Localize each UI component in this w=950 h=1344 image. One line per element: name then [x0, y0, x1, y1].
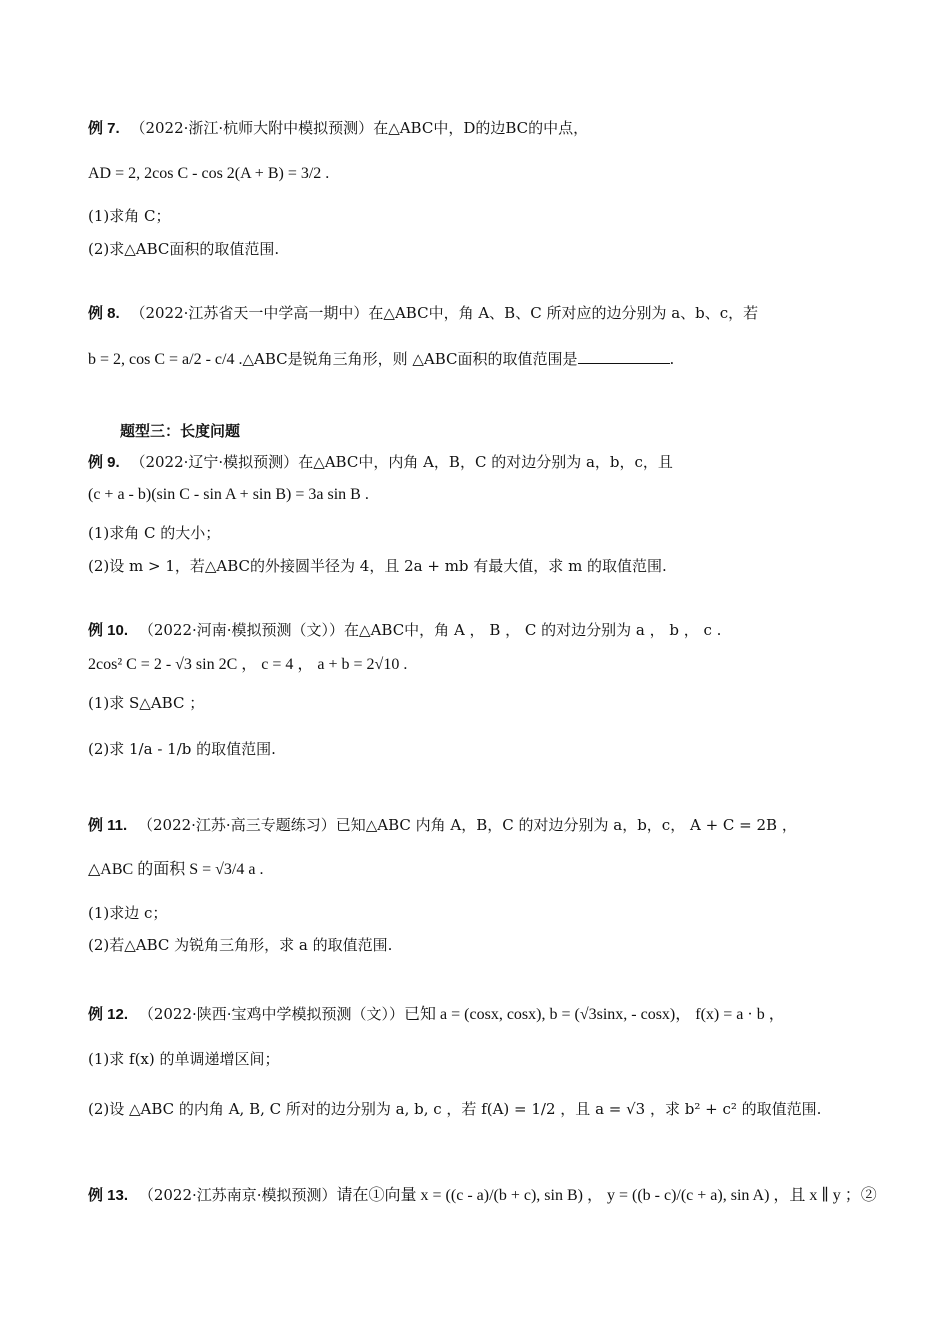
example-label: 例 12: [88, 1006, 124, 1023]
example-source: （2022·浙江·杭师大附中模拟预测）: [130, 119, 374, 137]
example-source: （2022·辽宁·模拟预测）: [130, 453, 299, 471]
example-12-question-1: (1)求 f(x) 的单调递增区间；: [88, 1050, 280, 1068]
example-11-condition: [88, 858, 263, 881]
example-label: 例 10: [88, 622, 124, 639]
example-11-question-1: (1)求边 c；: [88, 904, 168, 922]
example-label: 例 11: [88, 817, 124, 834]
condition-text: 2cos² C = 2 - √3 sin 2C ， c = 4 ， a + b = 2√10 .: [88, 656, 408, 673]
example-8-condition: b = 2, cos C = a/2 - c/4 .△ABC是锐角三角形，则 △ABC面积的取值范围是 .: [88, 350, 675, 368]
condition-text: △ABC 的面积 S = √3/4 a .: [88, 861, 264, 878]
condition-text: AD = 2, 2cos C - cos 2(A + B) = 3/2 .: [88, 165, 330, 182]
example-10-question-2: (2)求 1/a - 1/b 的取值范围.: [88, 740, 276, 758]
example-7-question-1: (1)求角 C；: [88, 207, 171, 225]
example-10-question-1: (1)求 S△ABC ；: [88, 694, 205, 712]
example-source: （2022·陕西·宝鸡中学模拟预测（文））: [138, 1005, 405, 1023]
answer-blank: [578, 349, 670, 364]
condition-text: b = 2, cos C = a/2 - c/4 .: [88, 351, 243, 368]
example-stem: 已知△ABC 内角 A，B，C 的对边分别为 a，b，c， A + C = 2B ，: [335, 816, 797, 834]
example-8-header: 例 8. （2022·江苏省天一中学高一期中）在△ABC中，角 A、B、C 所对应的边分别为 a、b、c，若: [88, 304, 759, 322]
example-13-header: 例 13. （2022·江苏南京·模拟预测）请在①向量 x = ((c - a)/(b + c), sin B) ， y = ((b - c)/(c + a), sin A) ，且 x ∥ y ；②: [88, 1186, 877, 1204]
example-12-header: 例 12. （2022·陕西·宝鸡中学模拟预测（文））已知 a = (cosx, cosx), b = (√3sinx, - cosx)， f(x) = a · b ，: [88, 1005, 785, 1023]
example-12-question-2: (2)设 △ABC 的内角 A, B, C 所对的边分别为 a, b, c ，若 f(A) = 1/2 ，且 a = √3 ，求 b² + c² 的取值范围.: [88, 1100, 822, 1118]
example-stem: 在△ABC中，角 A、B、C 所对应的边分别为 a、b、c，若: [368, 304, 759, 322]
section-title: 题型三：长度问题: [120, 423, 241, 440]
example-label: 例 13: [88, 1187, 124, 1204]
example-stem: 在△ABC中，内角 A，B，C 的对边分别为 a，b，c，且: [298, 453, 673, 471]
example-9-question-1: (1)求角 C 的大小；: [88, 524, 221, 542]
example-11-question-2: (2)若△ABC 为锐角三角形，求 a 的取值范围.: [88, 936, 393, 954]
example-source: （2022·江苏南京·模拟预测）: [138, 1186, 337, 1204]
example-11-header: 例 11. （2022·江苏·高三专题练习）已知△ABC 内角 A，B，C 的对边分别为 a，b，c， A + C = 2B ，: [88, 816, 797, 834]
example-7-condition: [88, 156, 329, 191]
example-7-header: 例 7. （2022·浙江·杭师大附中模拟预测）在△ABC中，D的边BC的中点，: [88, 119, 589, 137]
example-10-header: 例 10. （2022·河南·模拟预测（文））在△ABC中，角 A ， B ， C 的对边分别为 a ， b ， c .: [88, 621, 722, 639]
example-stem: 请在①向量 x = ((c - a)/(b + c), sin B) ， y = ((b - c)/(c + a), sin A) ，且 x ∥ y ；②: [336, 1187, 877, 1204]
example-9-header: 例 9. （2022·辽宁·模拟预测）在△ABC中，内角 A，B，C 的对边分别为 a，b，c，且: [88, 453, 673, 471]
example-stem: 已知 a = (cosx, cosx), b = (√3sinx, - cosx)， f(x) = a · b ，: [404, 1006, 785, 1023]
condition-text: (c + a - b)(sin C - sin A + sin B) = 3a sin B .: [88, 486, 369, 503]
example-stem: 在△ABC中，角 A ， B ， C 的对边分别为 a ， b ， c .: [344, 621, 722, 639]
example-label: 例 8: [88, 305, 116, 322]
example-label: 例 7: [88, 120, 116, 137]
example-source: （2022·江苏省天一中学高一期中）: [130, 304, 369, 322]
example-source: （2022·河南·模拟预测（文））: [138, 621, 345, 639]
example-label: 例 9: [88, 454, 116, 471]
condition-text-2: △ABC是锐角三角形，则 △ABC面积的取值范围是: [242, 350, 578, 368]
example-9-question-2: (2)设 m > 1，若△ABC的外接圆半径为 4，且 2a + mb 有最大值，求 m 的取值范围.: [88, 557, 667, 575]
example-9-condition: [88, 483, 369, 506]
example-stem: 在△ABC中，D的边BC的中点，: [373, 119, 589, 137]
example-source: （2022·江苏·高三专题练习）: [137, 816, 336, 834]
example-10-condition: [88, 653, 407, 676]
example-7-question-2: (2)求△ABC面积的取值范围.: [88, 240, 280, 258]
